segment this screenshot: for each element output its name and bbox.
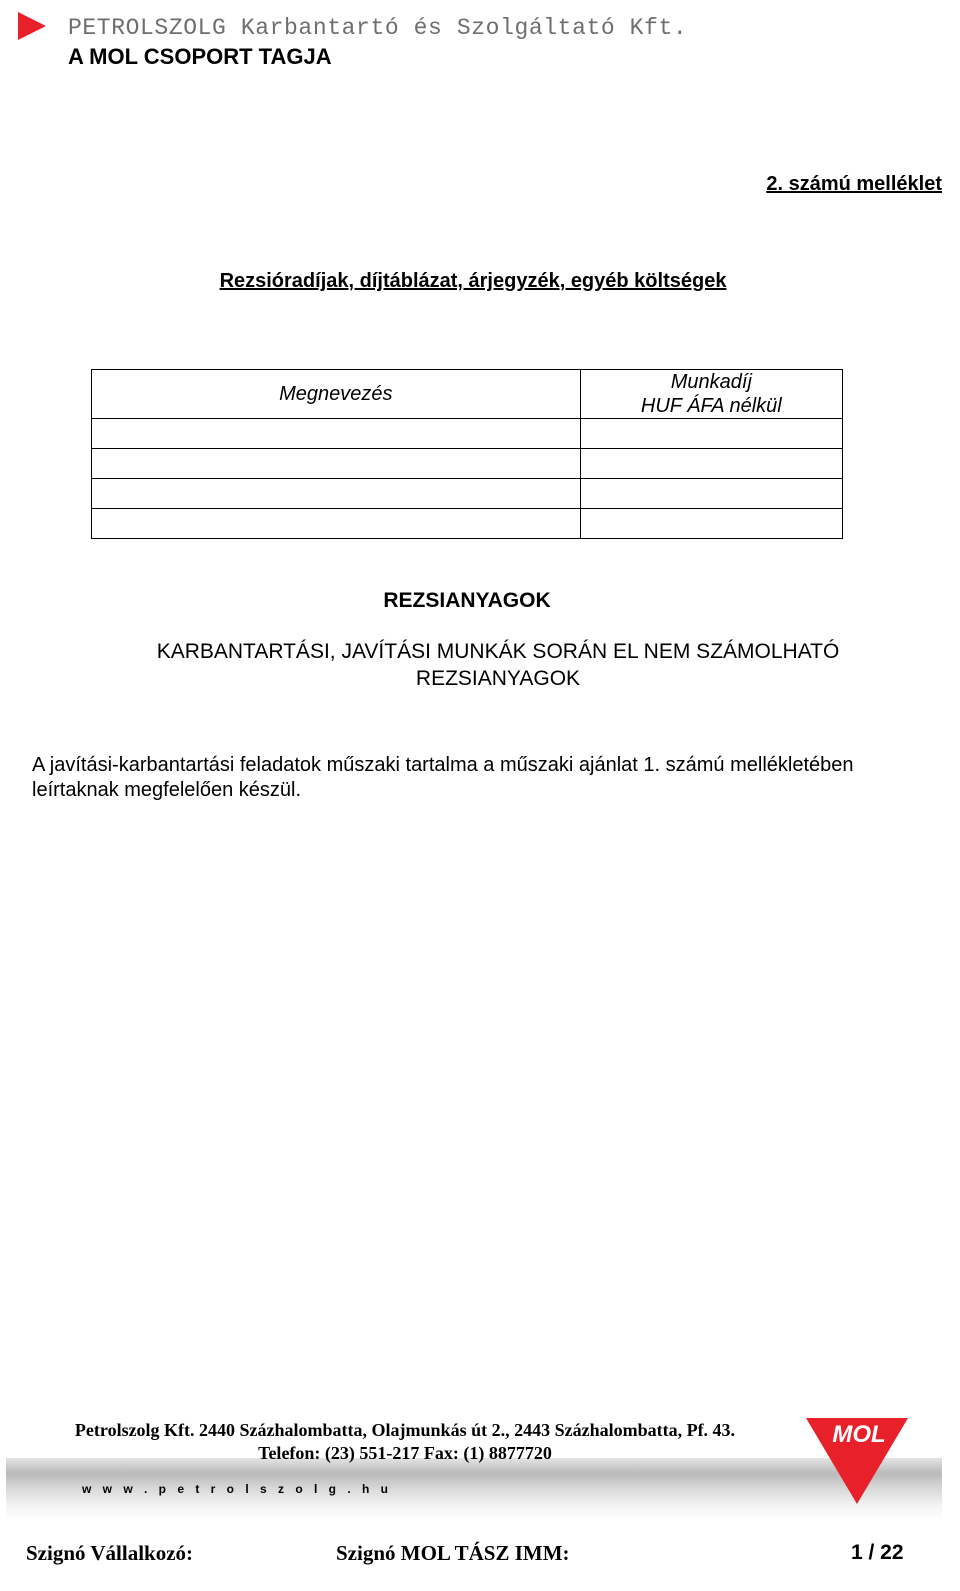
group-member-label: A MOL CSOPORT TAGJA bbox=[68, 44, 332, 69]
table-cell-name bbox=[92, 509, 581, 539]
signature-mol: Szignó MOL TÁSZ IMM: bbox=[336, 1541, 570, 1565]
body-line: leírtaknak megfelelően készül. bbox=[32, 779, 302, 801]
subheading-line: KARBANTARTÁSI, JAVÍTÁSI MUNKÁK SORÁN EL NEM SZÁMOLHATÓ bbox=[156, 640, 840, 663]
table-row bbox=[92, 479, 843, 509]
table-cell-fee bbox=[580, 419, 842, 449]
footer-address bbox=[0, 1419, 810, 1465]
website-link[interactable]: w w w . p e t r o l s z o l g . h u bbox=[82, 1482, 393, 1496]
document-title: Rezsióradíjak, díjtáblázat, árjegyzék, egyéb költségek bbox=[219, 270, 727, 292]
table-cell-name bbox=[92, 449, 581, 479]
mol-logo-text: MOL bbox=[832, 1421, 886, 1448]
table-row bbox=[92, 419, 843, 449]
table-row bbox=[92, 509, 843, 539]
table-cell-fee bbox=[580, 479, 842, 509]
table-header-row bbox=[92, 370, 843, 419]
table-cell-fee bbox=[580, 509, 842, 539]
column-header-name: Megnevezés bbox=[92, 370, 581, 419]
contact-line: Telefon: (23) 551-217 Fax: (1) 8877720 bbox=[258, 1443, 552, 1463]
signature-contractor: Szignó Vállalkozó: bbox=[26, 1541, 194, 1565]
subheading-line: REZSIANYAGOK bbox=[415, 667, 581, 690]
page-number: 1 / 22 bbox=[851, 1541, 904, 1564]
table-cell-name bbox=[92, 479, 581, 509]
body-line: A javítási-karbantartási feladatok műszaki tartalma a műszaki ajánlat 1. számú mellékletében bbox=[32, 754, 854, 776]
petrolszolg-logo-icon bbox=[18, 12, 46, 40]
mol-logo-icon bbox=[804, 1416, 910, 1506]
column-header-fee bbox=[580, 370, 842, 419]
table-row bbox=[92, 449, 843, 479]
address-line: Petrolszolg Kft. 2440 Százhalombatta, Olajmunkás út 2., 2443 Százhalombatta, Pf. 43. bbox=[74, 1420, 736, 1440]
section-subheading bbox=[0, 638, 960, 692]
rates-table bbox=[91, 369, 843, 539]
table-cell-fee bbox=[580, 449, 842, 479]
annex-label: 2. számú melléklet bbox=[766, 173, 942, 195]
table-cell-name bbox=[92, 419, 581, 449]
section-heading: REZSIANYAGOK bbox=[383, 589, 551, 612]
body-paragraph bbox=[32, 753, 937, 803]
company-name: PETROLSZOLG Karbantartó és Szolgáltató Kft. bbox=[68, 15, 688, 41]
column-header-fee-line: HUF ÁFA nélkül bbox=[640, 395, 782, 417]
column-header-fee-line: Munkadíj bbox=[670, 371, 752, 393]
